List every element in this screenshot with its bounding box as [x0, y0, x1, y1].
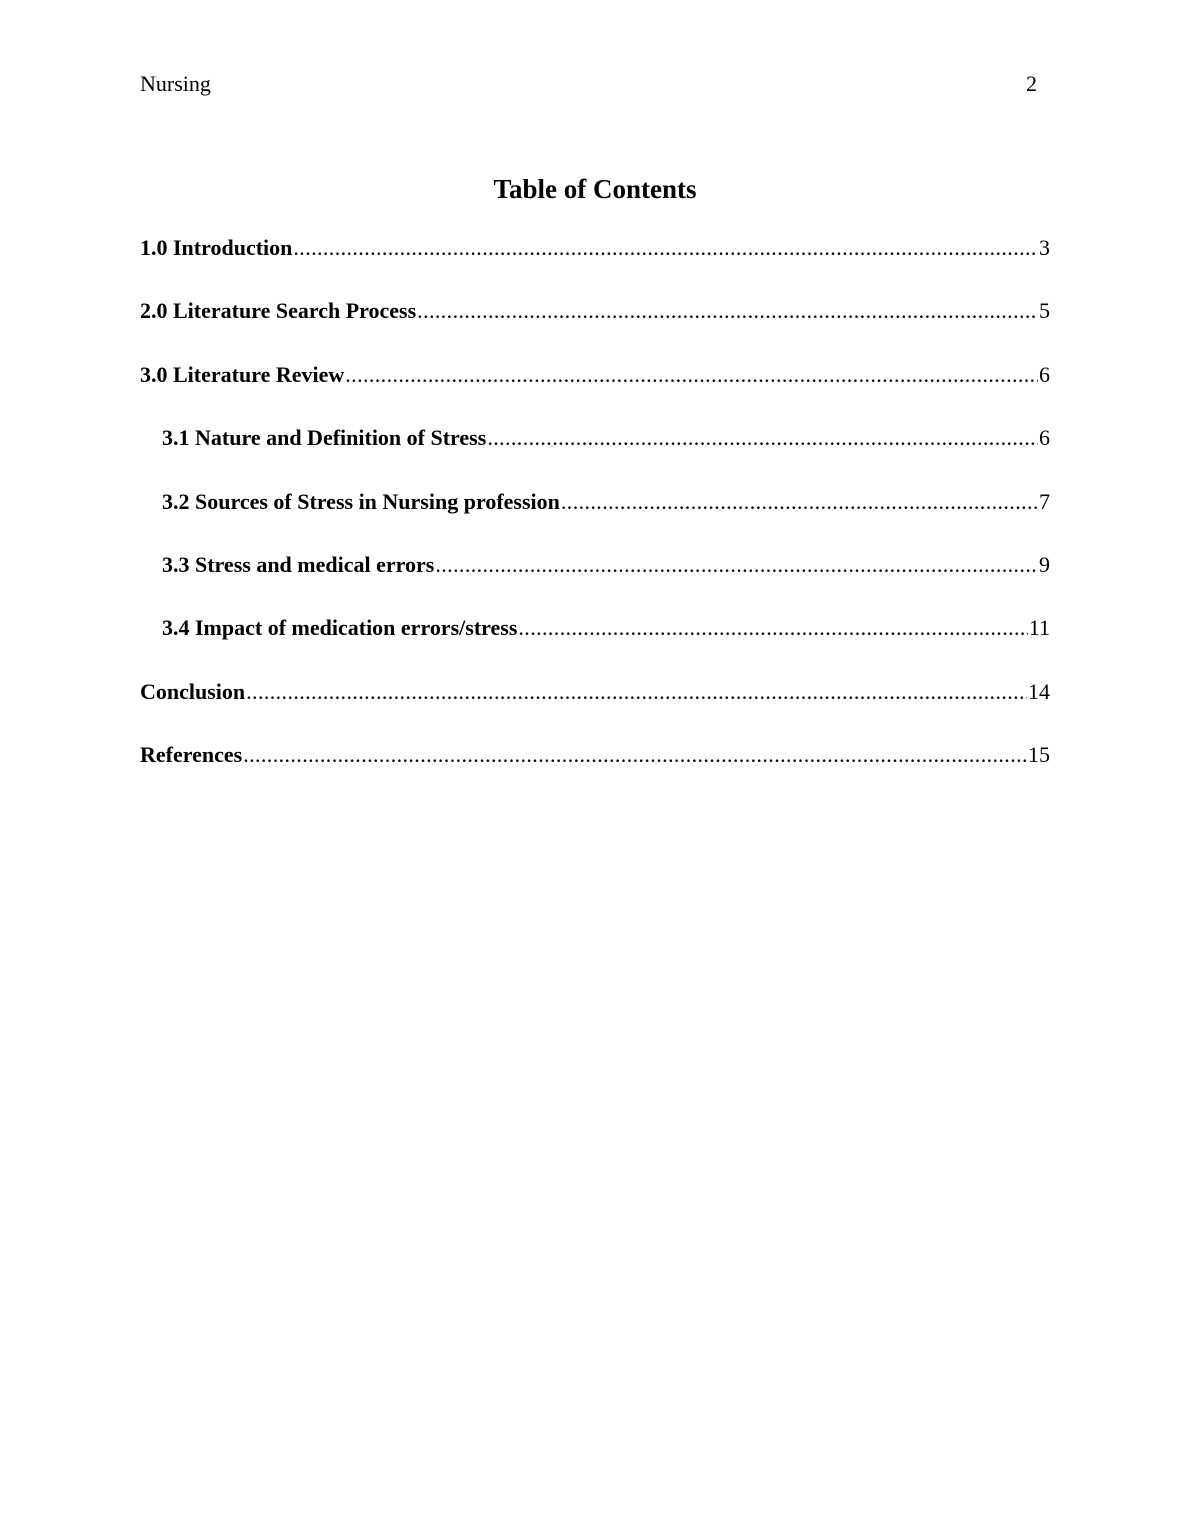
toc-entry-page: 6: [1039, 425, 1050, 451]
toc-entry-page: 5: [1039, 298, 1050, 324]
toc-entry-conclusion[interactable]: [140, 677, 1050, 740]
toc-entry-label: 3.3 Stress and medical errors: [162, 551, 435, 577]
toc-entry-label: Conclusion: [140, 678, 246, 704]
toc-title: Table of Contents: [493, 174, 697, 204]
toc-dot-leader: [561, 487, 1038, 517]
toc-entry-references[interactable]: [140, 740, 1050, 803]
toc-dot-leader: [246, 677, 1027, 707]
toc-entry-label: 1.0 Introduction: [140, 235, 293, 260]
toc-dot-leader: [518, 613, 1027, 643]
toc-entry-label: 2.0 Literature Search Process: [140, 298, 417, 324]
toc-entry-sources-of-stress[interactable]: [140, 487, 1050, 550]
toc-entry-literature-search-process[interactable]: [140, 296, 1050, 359]
toc-dot-leader: [435, 550, 1038, 580]
toc-entry-page: 14: [1028, 678, 1050, 704]
toc-entry-label: 3.0 Literature Review: [140, 361, 345, 387]
toc-entry-nature-definition-stress[interactable]: [140, 423, 1050, 486]
running-head: Nursing: [140, 71, 211, 96]
page-number: 2: [1026, 71, 1037, 96]
toc-entry-page: 6: [1039, 361, 1050, 387]
toc-entry-introduction[interactable]: [140, 233, 1050, 296]
toc-entry-literature-review[interactable]: [140, 360, 1050, 423]
toc-entry-page: 3: [1039, 235, 1050, 260]
toc-entry-page: 9: [1039, 551, 1050, 577]
toc-entry-page: 15: [1028, 742, 1050, 768]
toc-entry-label: 3.4 Impact of medication errors/stress: [162, 615, 518, 641]
toc-entry-label: 3.2 Sources of Stress in Nursing profession: [162, 488, 560, 514]
toc-dot-leader: [487, 423, 1038, 453]
toc-entry-label: References: [140, 742, 243, 768]
toc-dot-leader: [417, 296, 1038, 326]
toc-dot-leader: [345, 360, 1038, 390]
toc-entry-page: 11: [1028, 615, 1050, 641]
toc-entry-label: 3.1 Nature and Definition of Stress: [162, 425, 487, 451]
table-of-contents: [140, 233, 1050, 804]
toc-dot-leader: [293, 233, 1038, 263]
toc-entry-impact-medication-errors[interactable]: [140, 613, 1050, 676]
toc-entry-page: 7: [1039, 488, 1050, 514]
toc-entry-stress-medical-errors[interactable]: [140, 550, 1050, 613]
toc-dot-leader: [243, 740, 1027, 770]
